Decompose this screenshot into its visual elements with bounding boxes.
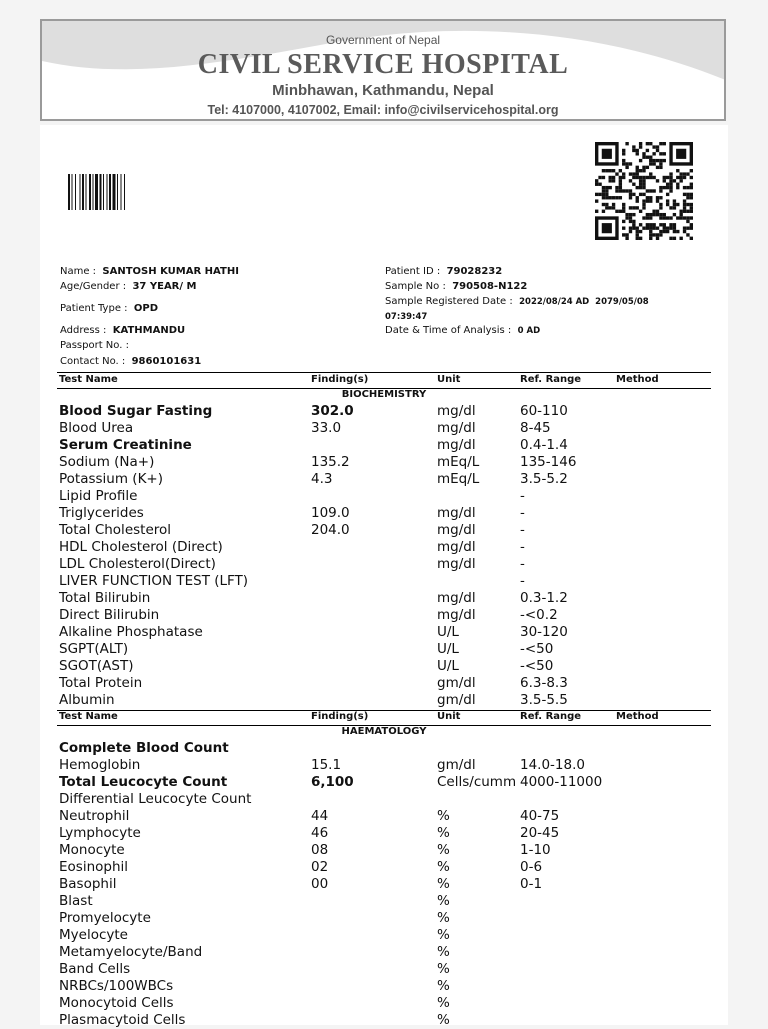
analysis-date-row xyxy=(385,325,540,336)
unit-cell: % xyxy=(437,978,450,994)
patient-id: 79028232 xyxy=(446,266,503,277)
contact-row xyxy=(60,356,201,367)
unit-cell: gm/dl xyxy=(437,757,476,773)
unit-cell: mg/dl xyxy=(437,420,476,436)
test-name-cell: Eosinophil xyxy=(59,859,129,875)
finding-cell: 135.2 xyxy=(311,454,350,470)
test-name-cell: Blood Sugar Fasting xyxy=(59,403,213,419)
unit-cell: mg/dl xyxy=(437,607,476,623)
registered-time-row xyxy=(385,311,427,322)
finding-cell: 00 xyxy=(311,876,329,892)
table-row xyxy=(59,420,711,437)
unit-cell: mEq/L xyxy=(437,454,480,470)
patient-type-row xyxy=(60,303,158,314)
unit-cell: U/L xyxy=(437,624,459,640)
passport-label: Passport No. : xyxy=(60,340,129,351)
test-name-cell: LDL Cholesterol(Direct) xyxy=(59,556,216,572)
ref-range-cell: 3.5-5.5 xyxy=(520,692,568,708)
table-row xyxy=(59,757,711,774)
finding-cell: 15.1 xyxy=(311,757,342,773)
finding-cell: 08 xyxy=(311,842,329,858)
patient-type-label: Patient Type : xyxy=(60,303,128,314)
sample-no: 790508-N122 xyxy=(452,281,528,292)
test-name-cell: NRBCs/100WBCs xyxy=(59,978,174,994)
table-row xyxy=(59,740,711,757)
ref-range-cell: - xyxy=(520,522,525,538)
table-row xyxy=(59,910,711,927)
ref-range-cell: 1-10 xyxy=(520,842,551,858)
test-name-cell: Albumin xyxy=(59,692,115,708)
age-gender-label: Age/Gender : xyxy=(60,281,127,292)
col-unit: Unit xyxy=(437,374,461,385)
test-name-cell: Total Leucocyte Count xyxy=(59,774,228,790)
section-biochemistry: BIOCHEMISTRY xyxy=(341,389,427,400)
table-row xyxy=(59,641,711,658)
table-row xyxy=(59,573,711,590)
hospital-name: CIVIL SERVICE HOSPITAL xyxy=(197,49,569,80)
unit-cell: Cells/cumm xyxy=(437,774,517,790)
registered-time: 07:39:47 xyxy=(385,312,428,322)
col2-test-name: Test Name xyxy=(59,711,118,722)
table-row xyxy=(59,825,711,842)
table-row xyxy=(59,876,711,893)
test-name-cell: Hemoglobin xyxy=(59,757,141,773)
finding-cell: 33.0 xyxy=(311,420,342,436)
test-name-cell: Lipid Profile xyxy=(59,488,138,504)
address-row xyxy=(60,325,185,336)
unit-cell: % xyxy=(437,842,450,858)
unit-cell: % xyxy=(437,961,450,977)
registered-date-row xyxy=(385,296,649,307)
unit-cell: mg/dl xyxy=(437,437,476,453)
table-row xyxy=(59,995,711,1012)
unit-cell: % xyxy=(437,893,450,909)
unit-cell: % xyxy=(437,876,450,892)
address-label: Address : xyxy=(60,325,107,336)
table-row xyxy=(59,505,711,522)
patient-id-row xyxy=(385,266,502,277)
finding-cell: 44 xyxy=(311,808,329,824)
passport-row xyxy=(60,340,129,351)
ref-range-cell: -<50 xyxy=(520,641,554,657)
test-name-cell: Blood Urea xyxy=(59,420,134,436)
table-row xyxy=(59,944,711,961)
patient-type: OPD xyxy=(133,303,159,314)
test-name-cell: LIVER FUNCTION TEST (LFT) xyxy=(59,573,249,589)
test-name-cell: Complete Blood Count xyxy=(59,740,229,756)
ref-range-cell: 0-6 xyxy=(520,859,543,875)
table-row xyxy=(59,590,711,607)
unit-cell: gm/dl xyxy=(437,675,476,691)
table-row xyxy=(59,539,711,556)
table-row xyxy=(59,658,711,675)
age-gender: 37 YEAR/ M xyxy=(132,281,197,292)
barcode xyxy=(68,174,166,210)
unit-cell: % xyxy=(437,825,450,841)
table-row xyxy=(59,471,711,488)
patient-id-label: Patient ID : xyxy=(385,266,441,277)
registered-date-label: Sample Registered Date : xyxy=(385,296,513,307)
ref-range-cell: -<50 xyxy=(520,658,554,674)
unit-cell: mg/dl xyxy=(437,539,476,555)
ref-range-cell: 3.5-5.2 xyxy=(520,471,568,487)
ref-range-cell: 20-45 xyxy=(520,825,560,841)
ref-range-cell: -<0.2 xyxy=(520,607,558,623)
ref-range-cell: 60-110 xyxy=(520,403,568,419)
table-row xyxy=(59,927,711,944)
col-test-name: Test Name xyxy=(59,374,118,385)
unit-cell: mg/dl xyxy=(437,403,476,419)
test-name-cell: Lymphocyte xyxy=(59,825,141,841)
table-row xyxy=(59,961,711,978)
col-finding: Finding(s) xyxy=(311,374,369,385)
analysis-date-label: Date & Time of Analysis : xyxy=(385,325,512,336)
ref-range-cell: 0.4-1.4 xyxy=(520,437,568,453)
test-name-cell: Metamyelocyte/Band xyxy=(59,944,203,960)
unit-cell: mEq/L xyxy=(437,471,480,487)
test-name-cell: Serum Creatinine xyxy=(59,437,192,453)
qr-code xyxy=(595,142,693,240)
test-name-cell: Total Protein xyxy=(59,675,143,691)
ref-range-cell: 0-1 xyxy=(520,876,543,892)
test-name-cell: Myelocyte xyxy=(59,927,128,943)
finding-cell: 46 xyxy=(311,825,329,841)
unit-cell: U/L xyxy=(437,658,459,674)
unit-cell: % xyxy=(437,927,450,943)
header2-top-rule xyxy=(57,710,711,711)
ref-range-cell: - xyxy=(520,556,525,572)
col2-method: Method xyxy=(616,711,659,722)
table-row xyxy=(59,488,711,505)
age-gender-row xyxy=(60,281,196,292)
table-row xyxy=(59,624,711,641)
unit-cell: mg/dl xyxy=(437,556,476,572)
unit-cell: % xyxy=(437,808,450,824)
test-name-cell: Monocyte xyxy=(59,842,125,858)
table-row xyxy=(59,808,711,825)
table-row xyxy=(59,556,711,573)
sample-no-label: Sample No : xyxy=(385,281,446,292)
test-name-cell: Monocytoid Cells xyxy=(59,995,174,1011)
table-row xyxy=(59,859,711,876)
table-row xyxy=(59,1012,711,1029)
col2-unit: Unit xyxy=(437,711,461,722)
ref-range-cell: 8-45 xyxy=(520,420,551,436)
test-name-cell: SGOT(AST) xyxy=(59,658,134,674)
table-row xyxy=(59,692,711,709)
ref-range-cell: - xyxy=(520,573,525,589)
table-row xyxy=(59,978,711,995)
address: KATHMANDU xyxy=(112,325,186,336)
ref-range-cell: - xyxy=(520,539,525,555)
col2-ref-range: Ref. Range xyxy=(520,711,582,722)
test-name-cell: Sodium (Na+) xyxy=(59,454,155,470)
finding-cell: 109.0 xyxy=(311,505,350,521)
ref-range-cell: 0.3-1.2 xyxy=(520,590,568,606)
section-haematology: HAEMATOLOGY xyxy=(341,726,427,737)
ref-range-cell: 6.3-8.3 xyxy=(520,675,568,691)
ref-range-cell: 40-75 xyxy=(520,808,560,824)
registered-date: 2022/08/24 AD 2079/05/08 xyxy=(519,297,649,307)
ref-range-cell: - xyxy=(520,505,525,521)
table-row xyxy=(59,675,711,692)
contact-number: 9860101631 xyxy=(131,356,202,367)
table-row xyxy=(59,522,711,539)
test-name-cell: Total Cholesterol xyxy=(59,522,172,538)
test-name-cell: Plasmacytoid Cells xyxy=(59,1012,186,1028)
finding-cell: 204.0 xyxy=(311,522,350,538)
unit-cell: mg/dl xyxy=(437,505,476,521)
analysis-date: 0 AD xyxy=(517,326,541,336)
test-name-cell: Potassium (K+) xyxy=(59,471,163,487)
unit-cell: mg/dl xyxy=(437,522,476,538)
hospital-address: Minbhawan, Kathmandu, Nepal xyxy=(272,82,494,99)
ref-range-cell: 14.0-18.0 xyxy=(520,757,585,773)
unit-cell: % xyxy=(437,944,450,960)
test-name-cell: Direct Bilirubin xyxy=(59,607,160,623)
hospital-contact: Tel: 4107000, 4107002, Email: info@civilservicehospital.org xyxy=(207,103,559,117)
finding-cell: 302.0 xyxy=(311,403,354,419)
test-name-cell: Neutrophil xyxy=(59,808,130,824)
government-label: Government of Nepal xyxy=(325,33,441,47)
test-name-cell: Promyelocyte xyxy=(59,910,151,926)
test-name-cell: Total Bilirubin xyxy=(59,590,151,606)
table-row xyxy=(59,607,711,624)
unit-cell: % xyxy=(437,910,450,926)
table-row xyxy=(59,893,711,910)
finding-cell: 02 xyxy=(311,859,329,875)
ref-range-cell: - xyxy=(520,488,525,504)
finding-cell: 6,100 xyxy=(311,774,354,790)
test-name-cell: Triglycerides xyxy=(59,505,144,521)
table-row xyxy=(59,437,711,454)
unit-cell: % xyxy=(437,995,450,1011)
test-name-cell: Differential Leucocyte Count xyxy=(59,791,252,807)
table-row xyxy=(59,454,711,471)
col2-finding: Finding(s) xyxy=(311,711,369,722)
test-name-cell: Basophil xyxy=(59,876,117,892)
ref-range-cell: 4000-11000 xyxy=(520,774,603,790)
test-name-cell: Alkaline Phosphatase xyxy=(59,624,203,640)
unit-cell: U/L xyxy=(437,641,459,657)
unit-cell: gm/dl xyxy=(437,692,476,708)
table-row xyxy=(59,791,711,808)
test-name-cell: Blast xyxy=(59,893,93,909)
ref-range-cell: 135-146 xyxy=(520,454,577,470)
letterhead xyxy=(40,19,726,121)
ref-range-cell: 30-120 xyxy=(520,624,568,640)
unit-cell: mg/dl xyxy=(437,590,476,606)
header-top-rule xyxy=(57,372,711,373)
unit-cell: % xyxy=(437,1012,450,1028)
contact-label: Contact No. : xyxy=(60,356,126,367)
test-name-cell: SGPT(ALT) xyxy=(59,641,129,657)
col-method: Method xyxy=(616,374,659,385)
table-row xyxy=(59,774,711,791)
sample-no-row xyxy=(385,281,527,292)
finding-cell: 4.3 xyxy=(311,471,333,487)
table-row xyxy=(59,842,711,859)
col-ref-range: Ref. Range xyxy=(520,374,582,385)
test-name-cell: Band Cells xyxy=(59,961,131,977)
table-row xyxy=(59,403,711,420)
patient-name-row xyxy=(60,266,239,277)
test-name-cell: HDL Cholesterol (Direct) xyxy=(59,539,223,555)
patient-name: SANTOSH KUMAR HATHI xyxy=(102,266,239,277)
unit-cell: % xyxy=(437,859,450,875)
patient-name-label: Name : xyxy=(60,266,97,277)
